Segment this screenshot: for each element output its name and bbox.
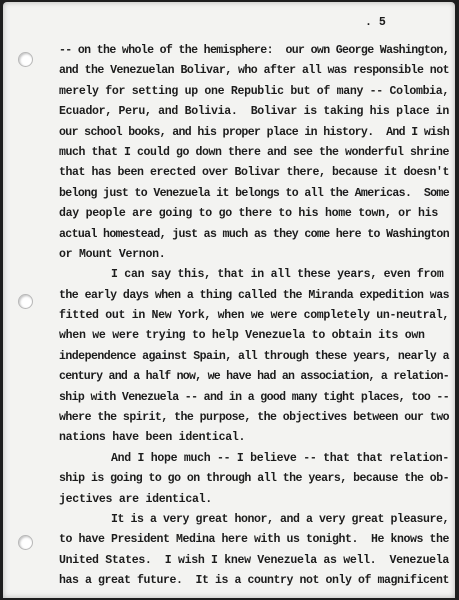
page-number: . 5 bbox=[365, 16, 386, 29]
text-line: belong just to Venezuela it belongs to all the Americas. Some bbox=[59, 186, 449, 200]
text-line: fitted out in New York, when we were completely un-neutral, bbox=[59, 309, 450, 322]
punch-hole bbox=[18, 52, 33, 67]
text-line: that has been erected over Bolivar there, because it doesn't bbox=[59, 166, 450, 180]
text-line: United States. I wish I knew Venezuela as well. Venezuela bbox=[59, 553, 450, 567]
text-line: independence against Spain, all through these years, nearly a bbox=[59, 349, 449, 363]
text-line: It is a very great honor, and a very great pleasure, bbox=[111, 512, 450, 526]
text-line: to have President Medina here with us tonight. He knows the bbox=[59, 533, 450, 547]
text-line: our school books, and his proper place in history. And I wish bbox=[59, 125, 449, 139]
punch-hole bbox=[18, 294, 33, 309]
text-line: century and a half now, we have had an association, a relation- bbox=[59, 370, 449, 384]
text-line: has a great future. It is a country not only of magnificent bbox=[59, 574, 450, 587]
punch-hole bbox=[18, 535, 33, 550]
text-line: where the spirit, the purpose, the objectives between our two bbox=[59, 410, 449, 424]
text-line: ship is going to go on through all the years, because the ob- bbox=[59, 472, 449, 486]
text-line: And I hope much -- I believe -- that that relation- bbox=[111, 451, 449, 465]
text-line: -- on the whole of the hemisphere: our own George Washington, bbox=[59, 44, 449, 57]
text-line: day people are going to go there to his home town, or his bbox=[59, 207, 439, 221]
text-line: and the Venezuelan Bolivar, who after all was responsible not bbox=[59, 64, 449, 78]
text-line: much that I could go down there and see the wonderful shrine bbox=[59, 145, 450, 159]
text-line: nations have been identical. bbox=[59, 431, 246, 445]
text-line: or Mount Vernon. bbox=[59, 247, 166, 261]
text-line: the early days when a thing called the Miranda expedition was bbox=[59, 288, 449, 302]
text-line: I can say this, that in all these years, even from bbox=[111, 268, 444, 282]
text-line: Ecuador, Peru, and Bolivia. Bolivar is taking his place in bbox=[59, 105, 450, 119]
text-line: actual homestead, just as much as they come here to Washington bbox=[59, 227, 449, 241]
typewritten-page bbox=[3, 2, 455, 598]
text-line: when we were trying to help Venezuela to obtain its own bbox=[59, 329, 425, 343]
text-line: merely for setting up one Republic but of many -- Colombia, bbox=[59, 84, 450, 98]
text-line: ship with Venezuela -- and in a good many tight places, too -- bbox=[59, 390, 449, 404]
text-line: jectives are identical. bbox=[59, 492, 212, 506]
